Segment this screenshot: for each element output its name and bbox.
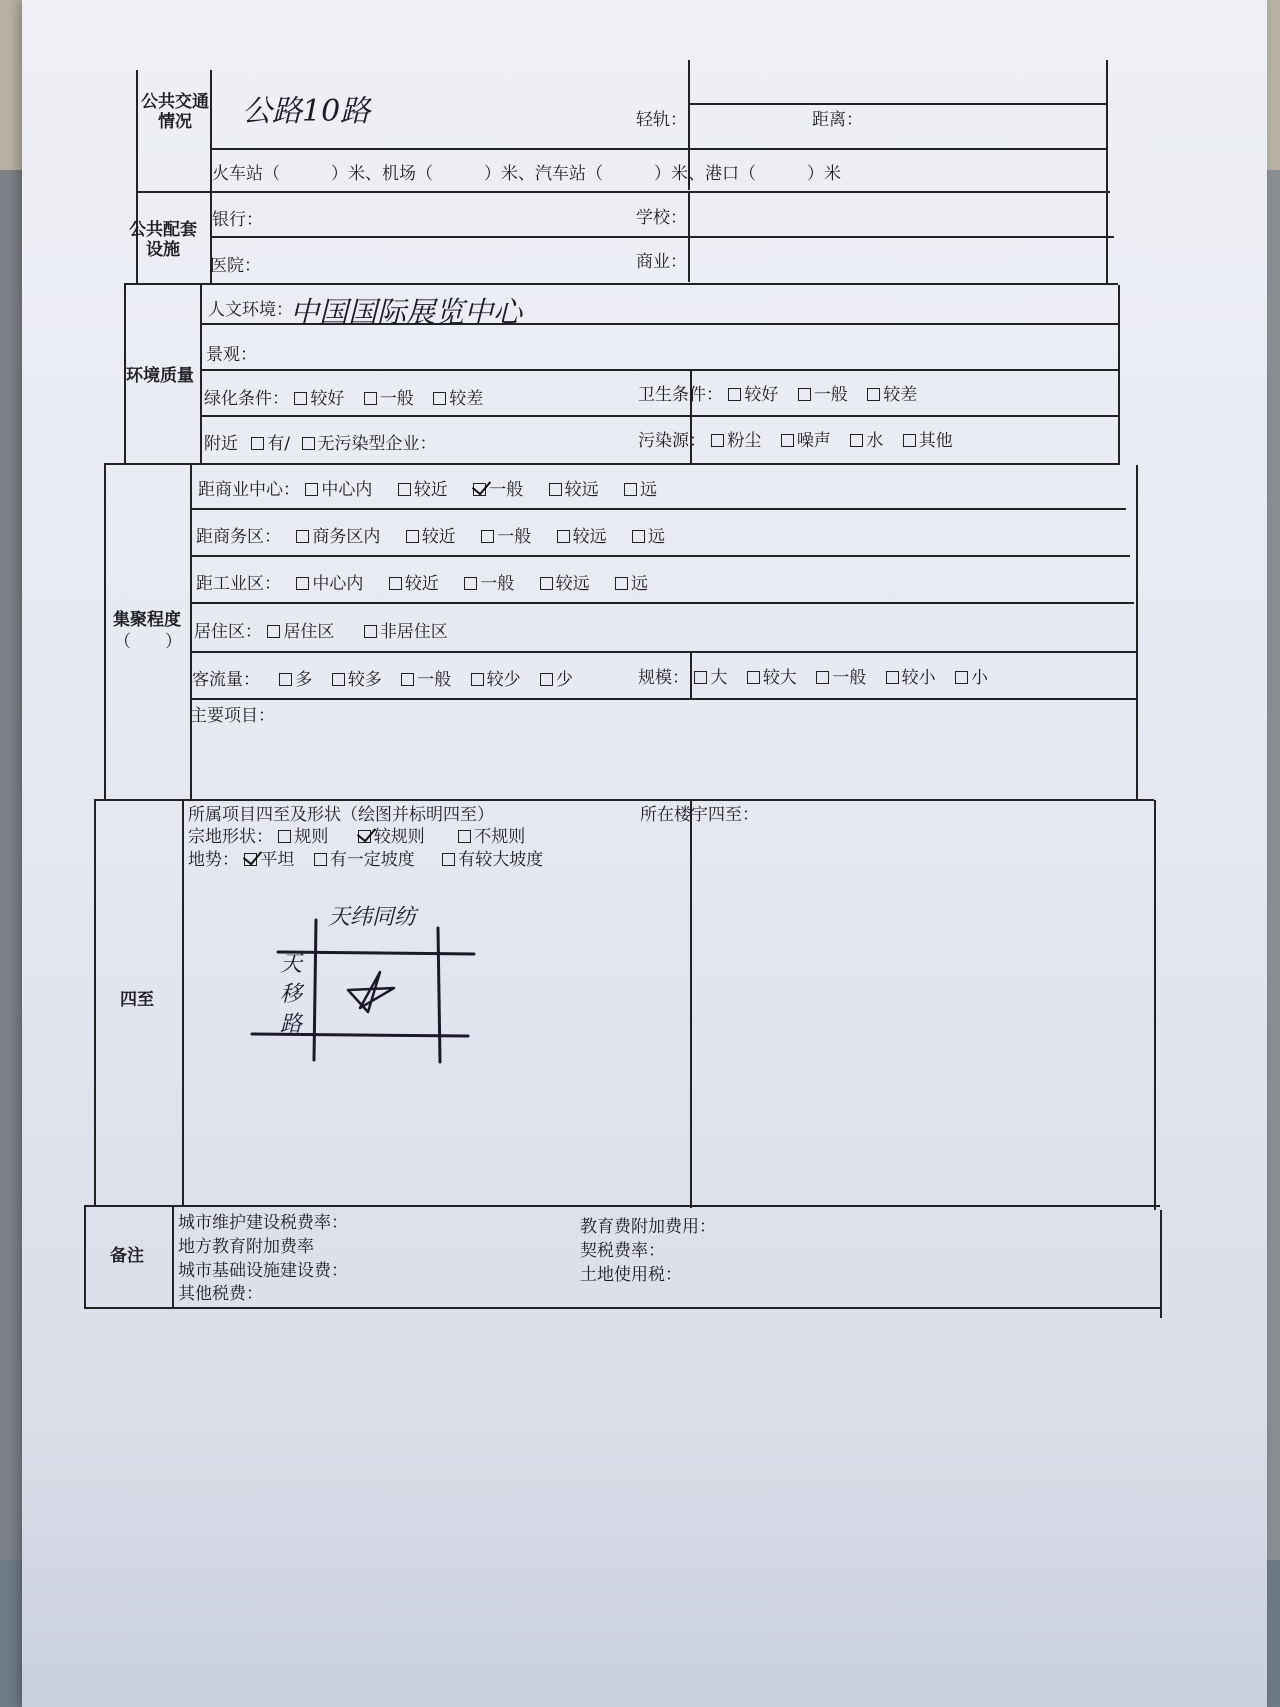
checkbox[interactable] — [549, 483, 562, 496]
remark-right-1: 教育费附加费用： — [580, 1217, 716, 1237]
divider — [210, 148, 1108, 150]
option-label: 商务区内 — [312, 527, 381, 547]
divider — [84, 1205, 86, 1307]
option-label: 粉尘 — [727, 431, 762, 451]
divider — [1160, 1210, 1162, 1318]
option-label: 较远 — [564, 480, 599, 500]
option-label: 较好 — [310, 389, 345, 409]
option-label: 较好 — [744, 385, 779, 405]
commerce-label: 商业： — [636, 252, 687, 272]
distance-label: 距离： — [812, 110, 863, 130]
checkbox[interactable] — [481, 530, 494, 543]
option-label: 平坦 — [260, 850, 295, 870]
divider — [182, 800, 184, 1205]
option-label: 一般 — [417, 670, 452, 690]
building-label: 所在楼宇四至： — [640, 805, 759, 825]
business-row — [196, 527, 679, 547]
divider — [200, 415, 1120, 417]
humanities-label: 人文环境： — [208, 300, 293, 320]
checkbox[interactable] — [401, 673, 414, 686]
residential-row — [194, 622, 462, 642]
checkbox[interactable] — [816, 671, 829, 684]
sketch-top-label: 天纬同纺 — [328, 905, 417, 930]
option-label: 有较大坡度 — [458, 850, 544, 870]
option-label: 较近 — [413, 480, 448, 500]
checkbox[interactable] — [279, 673, 292, 686]
checkbox[interactable] — [398, 483, 411, 496]
option-label: 居住区 — [283, 622, 335, 642]
option-label: 较远 — [572, 527, 607, 547]
checkbox[interactable] — [458, 830, 471, 843]
option-label: 较近 — [404, 574, 439, 594]
divider — [104, 465, 106, 800]
remark-right-2: 契税费率： — [580, 1241, 665, 1261]
checkbox[interactable] — [711, 434, 724, 447]
divider — [136, 191, 1110, 193]
industrial-row — [196, 574, 662, 594]
commercial-label: 距商业中心： — [198, 480, 300, 500]
divider — [210, 236, 1114, 238]
boundaries-label: 四至 — [120, 990, 154, 1010]
checkbox[interactable] — [364, 625, 377, 638]
divider — [84, 1205, 1160, 1207]
divider — [1118, 285, 1120, 465]
checkbox[interactable] — [302, 437, 315, 450]
checkbox[interactable] — [442, 853, 455, 866]
terrain-label: 地势： — [188, 850, 239, 870]
remark-left-3: 城市基础设施建设费： — [178, 1261, 348, 1281]
option-label: 较远 — [555, 574, 590, 594]
commercial-row — [198, 480, 671, 500]
transport-label: 公共交通情况 — [141, 92, 209, 132]
option-label: 有/ — [267, 434, 291, 454]
industrial-label: 距工业区： — [196, 574, 281, 594]
sketch-left-label: 天移路 — [280, 952, 303, 1037]
checkbox[interactable] — [294, 392, 307, 405]
pollution-label: 污染源： — [638, 431, 706, 451]
option-label: 无污染型企业： — [317, 434, 437, 454]
option-label: 较小 — [901, 668, 936, 688]
remark-left-4: 其他税费： — [178, 1284, 263, 1304]
checkbox[interactable] — [267, 625, 280, 638]
option-label: 远 — [640, 480, 658, 500]
transport-handwritten: 公路10路 — [242, 94, 371, 129]
humanities-handwritten: 中国国际展览中心 — [290, 295, 523, 329]
greening-label: 绿化条件： — [204, 389, 289, 409]
shape-row — [188, 827, 539, 847]
option-label: 一般 — [497, 527, 532, 547]
option-label: 多 — [295, 670, 313, 690]
divider — [94, 800, 96, 1205]
checkbox-checked[interactable] — [358, 830, 371, 843]
checkbox[interactable] — [540, 673, 553, 686]
option-label: 规则 — [294, 827, 329, 847]
checkbox[interactable] — [850, 434, 863, 447]
option-label: 一般 — [489, 480, 524, 500]
checkbox[interactable] — [364, 392, 377, 405]
divider — [190, 698, 1136, 700]
checkbox[interactable] — [728, 388, 741, 401]
checkbox[interactable] — [389, 577, 402, 590]
checkbox[interactable] — [314, 853, 327, 866]
checkbox[interactable] — [471, 673, 484, 686]
hygiene-row — [638, 385, 931, 405]
checkbox[interactable] — [747, 671, 760, 684]
checkbox[interactable] — [296, 577, 309, 590]
form-paper — [22, 0, 1267, 1707]
checkbox[interactable] — [406, 530, 419, 543]
sketch-star — [348, 972, 394, 1012]
divider — [94, 799, 1154, 801]
hospital-label: 医院： — [210, 256, 261, 276]
divider — [200, 285, 202, 465]
terrain-row — [188, 850, 557, 870]
divider — [190, 508, 1126, 510]
main-projects-label: 主要项目： — [190, 706, 275, 726]
checkbox[interactable] — [540, 577, 553, 590]
option-label: 水 — [866, 431, 884, 451]
stations-line: 火车站（ ）米、机场（ ）米、汽车站（ ）米、港口（ ）米 — [212, 164, 841, 184]
school-label: 学校： — [636, 208, 687, 228]
divider — [124, 283, 1118, 285]
option-label: 少 — [556, 670, 574, 690]
option-label: 不规则 — [474, 827, 526, 847]
scale-label: 规模： — [638, 668, 689, 688]
checkbox[interactable] — [867, 388, 880, 401]
sketch-line-top — [278, 952, 474, 954]
divider — [1154, 800, 1156, 1210]
agglomeration-paren: （ ） — [114, 632, 182, 652]
checkbox[interactable] — [955, 671, 968, 684]
option-label: 较近 — [421, 527, 456, 547]
remark-left-1: 城市维护建设税费率： — [178, 1213, 348, 1233]
divider — [190, 465, 192, 800]
hygiene-label: 卫生条件： — [638, 385, 723, 405]
nearby-label: 附近 — [204, 434, 238, 454]
residential-label: 居住区： — [194, 622, 262, 642]
greening-row — [204, 389, 497, 409]
divider — [1136, 465, 1138, 800]
option-label: 一般 — [480, 574, 515, 594]
checkbox[interactable] — [305, 483, 318, 496]
agglomeration-label: 集聚程度 — [113, 610, 181, 630]
checkbox[interactable] — [624, 483, 637, 496]
remarks-label: 备注 — [110, 1246, 144, 1266]
option-label: 小 — [971, 668, 989, 688]
scale-row — [638, 668, 1002, 688]
option-label: 一般 — [379, 389, 414, 409]
checkbox-checked[interactable] — [244, 853, 257, 866]
checkbox[interactable] — [557, 530, 570, 543]
checkbox[interactable] — [781, 434, 794, 447]
business-label: 距商务区： — [196, 527, 281, 547]
checkbox[interactable] — [886, 671, 899, 684]
divider — [690, 800, 692, 1208]
divider — [84, 1307, 1162, 1309]
nearby-row — [204, 434, 451, 454]
option-label: 一般 — [832, 668, 867, 688]
checkbox[interactable] — [278, 830, 291, 843]
divider — [688, 103, 1108, 105]
option-label: 非居住区 — [379, 622, 448, 642]
checkbox-checked[interactable] — [473, 483, 486, 496]
checkbox[interactable] — [464, 577, 477, 590]
option-label: 较少 — [486, 670, 521, 690]
checkbox[interactable] — [694, 671, 707, 684]
option-label: 其他 — [918, 431, 953, 451]
option-label: 较差 — [449, 389, 484, 409]
option-label: 较规则 — [373, 827, 425, 847]
option-label: 远 — [631, 574, 649, 594]
option-label: 大 — [710, 668, 728, 688]
option-label: 中心内 — [321, 480, 373, 500]
divider — [104, 463, 1120, 465]
option-label: 较多 — [347, 670, 382, 690]
checkbox[interactable] — [251, 437, 264, 450]
option-label: 有一定坡度 — [329, 850, 415, 870]
divider — [190, 651, 1136, 653]
environment-label: 环境质量 — [126, 366, 194, 386]
facilities-label: 公共配套设施 — [129, 220, 197, 260]
checkbox[interactable] — [798, 388, 811, 401]
option-label: 较差 — [883, 385, 918, 405]
checkbox[interactable] — [296, 530, 309, 543]
bank-label: 银行： — [212, 210, 263, 230]
divider — [200, 369, 1118, 371]
remark-left-2: 地方教育附加费率 — [178, 1237, 314, 1257]
option-label: 一般 — [813, 385, 848, 405]
checkbox[interactable] — [433, 392, 446, 405]
shape-label: 宗地形状： — [188, 827, 273, 847]
pollution-row — [638, 431, 967, 451]
project-title: 所属项目四至及形状（绘图并标明四至） — [188, 805, 494, 825]
option-label: 中心内 — [312, 574, 364, 594]
traffic-row — [192, 670, 587, 690]
traffic-label: 客流量： — [192, 670, 260, 690]
divider — [190, 602, 1134, 604]
sketch-line-right — [438, 928, 440, 1062]
divider — [1106, 60, 1108, 285]
sketch-line-left — [314, 920, 316, 1060]
option-label: 远 — [648, 527, 666, 547]
option-label: 噪声 — [796, 431, 831, 451]
landscape-label: 景观： — [206, 345, 257, 365]
option-label: 较大 — [762, 668, 797, 688]
remark-right-3: 土地使用税： — [580, 1265, 682, 1285]
divider — [190, 555, 1130, 557]
checkbox[interactable] — [332, 673, 345, 686]
checkbox[interactable] — [632, 530, 645, 543]
divider — [172, 1205, 174, 1307]
checkbox[interactable] — [615, 577, 628, 590]
checkbox[interactable] — [903, 434, 916, 447]
light-rail-label: 轻轨： — [636, 110, 687, 130]
